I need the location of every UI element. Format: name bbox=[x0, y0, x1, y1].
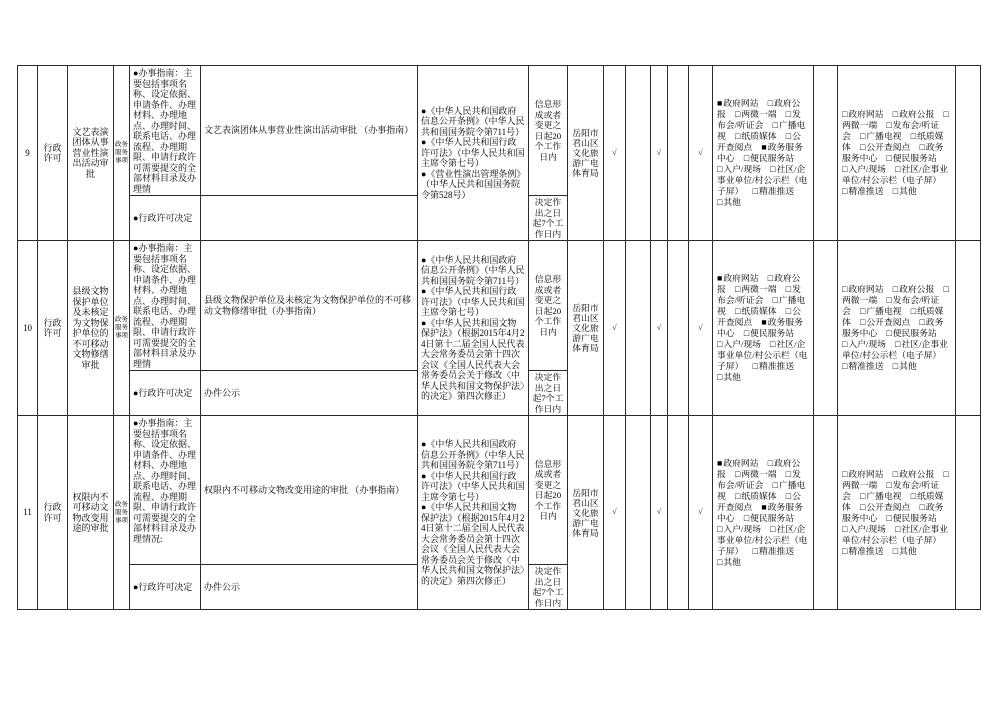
channel-option bbox=[842, 524, 886, 534]
channel-label: 政府公报 bbox=[899, 468, 935, 479]
channel-label: 入户/现场 bbox=[848, 523, 886, 534]
checkbox-unchecked-icon: □ bbox=[892, 284, 899, 294]
spacer-cell bbox=[956, 416, 981, 610]
channel-label: 精准推送 bbox=[848, 186, 884, 196]
checkbox-unchecked-icon: □ bbox=[892, 468, 899, 479]
checkbox-unchecked-icon: □ bbox=[919, 317, 925, 327]
table-row bbox=[18, 416, 981, 565]
spacer-cell bbox=[814, 241, 838, 416]
channel-label: 精准推送 bbox=[848, 361, 884, 371]
table-row bbox=[18, 241, 981, 371]
channel-option bbox=[744, 513, 794, 523]
content-decision-cell: 办件公示 bbox=[201, 565, 418, 610]
checkbox-unchecked-icon: □ bbox=[910, 306, 917, 316]
time-decision-cell: 决定作出之日起7个工作日内 bbox=[529, 371, 568, 416]
checkbox-unchecked-icon: □ bbox=[785, 490, 792, 501]
channel-label: 发布会/听证会 bbox=[717, 109, 801, 130]
channel-label: 入户/现场 bbox=[723, 523, 761, 534]
guide-main-cell: ●办事指南：主要包括事项名称、设定依据、申请条件、办理材料、办理地点、办理时间、联系电话、办理流程、办理期限、申请行政许可需要提交的全部材料目录及办理情 bbox=[130, 66, 201, 196]
channel-option bbox=[860, 491, 902, 501]
channel-label: 入户/现场 bbox=[848, 164, 886, 174]
time-main-cell: 信息形成或者变更之日起20个工作日内 bbox=[529, 66, 568, 196]
channel-option bbox=[717, 339, 761, 349]
channel-option bbox=[717, 197, 741, 207]
channel-option bbox=[842, 164, 886, 174]
checkbox-unchecked-icon: □ bbox=[735, 109, 741, 119]
table-body bbox=[18, 66, 981, 610]
checkbox-unchecked-icon: □ bbox=[886, 295, 892, 305]
category-cell: 行政许可 bbox=[38, 241, 68, 416]
channel-label: 便民服务站 bbox=[750, 328, 795, 338]
checkbox-checked-icon: ■ bbox=[717, 457, 723, 468]
checkbox-unchecked-icon: □ bbox=[886, 512, 892, 523]
checkbox-unchecked-icon: □ bbox=[842, 523, 848, 534]
checkbox-unchecked-icon: □ bbox=[886, 328, 892, 338]
channel-label: 纸质媒体 bbox=[842, 306, 944, 327]
category-cell: 行政许可 bbox=[38, 66, 68, 241]
channel-option bbox=[893, 469, 935, 479]
basis-entry: ●《中华人民共和国文物保护法》（根据2015年4月24日第十二届全国人民代表大会常务委员会第十四次会议《全国人民代表大会常务委员会关于修改〈中华人民共和国文物保护法〉的决定》第四次修正） bbox=[421, 317, 525, 401]
channel-label: 政府网站 bbox=[848, 468, 884, 479]
checkbox-unchecked-icon: □ bbox=[943, 109, 949, 119]
mark-cell: √ bbox=[604, 66, 626, 241]
channel-option bbox=[744, 328, 794, 338]
row-number: 11 bbox=[18, 416, 38, 610]
channel-label: 入户/现场 bbox=[723, 164, 761, 174]
channel-label: 社区/企事业单位/村公示栏（电子屏） bbox=[842, 339, 948, 360]
item-name-cell: 权限内不可移动文物改变用途的审批 bbox=[68, 416, 114, 610]
checkbox-unchecked-icon: □ bbox=[892, 545, 899, 556]
checkbox-unchecked-icon: □ bbox=[842, 361, 848, 371]
channel-label: 便民服务站 bbox=[892, 328, 937, 338]
channels-primary-cell bbox=[713, 66, 814, 241]
basis-entry: ●《中华人民共和国行政许可法》（中华人民共和国主席令第七号） bbox=[421, 137, 525, 169]
guide-decision-cell: ●行政许可决定 bbox=[130, 196, 201, 241]
channels-secondary-cell bbox=[838, 416, 956, 610]
mark-cell: √ bbox=[689, 66, 713, 241]
checkbox-unchecked-icon: □ bbox=[919, 142, 925, 152]
channel-label: 公开查阅点 bbox=[866, 501, 911, 512]
channel-label: 广播电视 bbox=[866, 131, 902, 141]
channel-label: 精准推送 bbox=[758, 545, 795, 556]
channel-option bbox=[842, 361, 884, 371]
checkbox-unchecked-icon: □ bbox=[717, 523, 723, 534]
channel-label: 广播电视 bbox=[866, 306, 902, 316]
channel-label: 其他 bbox=[899, 186, 917, 196]
channel-label: 其他 bbox=[723, 197, 741, 207]
spacer-cell bbox=[814, 416, 838, 610]
channel-label: 发布会/听证会 bbox=[717, 468, 801, 490]
checkbox-unchecked-icon: □ bbox=[910, 490, 917, 501]
channel-option bbox=[893, 361, 917, 371]
channel-label: 社区/企事业单位/村公示栏（电子屏） bbox=[842, 523, 948, 545]
table-row bbox=[18, 66, 981, 196]
channel-label: 两微一端 bbox=[842, 295, 878, 305]
channels-secondary-cell bbox=[838, 66, 956, 241]
channel-label: 广播电视 bbox=[717, 120, 806, 141]
checkbox-unchecked-icon: □ bbox=[772, 120, 778, 130]
item-name-cell: 县级文物保护单位及未核定为文物保护单位的不可移动文物修缮审批 bbox=[68, 241, 114, 416]
time-main-cell: 信息形成或者变更之日起20个工作日内 bbox=[529, 416, 568, 565]
spacer-cell bbox=[956, 66, 981, 241]
mark-cell: √ bbox=[689, 241, 713, 416]
category-cell: 行政许可 bbox=[38, 416, 68, 610]
channel-option bbox=[717, 372, 741, 382]
channel-option bbox=[735, 109, 777, 119]
basis-entry: ●《中华人民共和国政府信息公开条例》（中华人民共和国国务院令第711号） bbox=[421, 105, 525, 137]
channel-option bbox=[717, 557, 741, 567]
checkbox-unchecked-icon: □ bbox=[892, 109, 899, 119]
checkbox-unchecked-icon: □ bbox=[919, 501, 925, 512]
time-decision-cell: 决定作出之日起7个工作日内 bbox=[529, 565, 568, 610]
channel-option bbox=[753, 546, 795, 556]
checkbox-unchecked-icon: □ bbox=[717, 197, 723, 207]
checkbox-unchecked-icon: □ bbox=[785, 468, 792, 479]
channel-label: 公开查阅点 bbox=[717, 131, 801, 152]
channel-option bbox=[893, 109, 935, 119]
channel-option bbox=[735, 469, 777, 479]
item-type-cell: 政务服务事项 bbox=[114, 241, 130, 416]
channel-label: 纸质媒体 bbox=[741, 490, 777, 501]
guide-main-cell: ●办事指南：主要包括事项名称、设定依据、申请条件、办理材料、办理地点、办理时间、联系电话、办理流程、办理期限、申请行政许可需要提交的全部材料目录及办理情 bbox=[130, 241, 201, 371]
channel-label: 政府公报 bbox=[717, 98, 801, 119]
channel-label: 政府网站 bbox=[848, 284, 884, 294]
channel-label: 入户/现场 bbox=[848, 339, 886, 349]
channel-option bbox=[893, 186, 917, 196]
checkbox-unchecked-icon: □ bbox=[767, 98, 774, 108]
checkbox-unchecked-icon: □ bbox=[886, 479, 892, 490]
checkbox-unchecked-icon: □ bbox=[735, 306, 741, 316]
channel-option bbox=[886, 328, 936, 338]
channel-label: 政府网站 bbox=[723, 273, 759, 283]
agency-cell: 岳阳市君山区文化旅游广电体育局 bbox=[568, 416, 604, 610]
channel-label: 广播电视 bbox=[866, 490, 902, 501]
checkbox-unchecked-icon: □ bbox=[860, 317, 866, 327]
checkbox-unchecked-icon: □ bbox=[770, 339, 776, 349]
channel-option bbox=[842, 186, 884, 196]
channel-label: 纸质媒体 bbox=[741, 306, 777, 316]
checkbox-unchecked-icon: □ bbox=[717, 164, 723, 174]
agency-cell: 岳阳市君山区文化旅游广电体育局 bbox=[568, 241, 604, 416]
checkbox-checked-icon: ■ bbox=[761, 142, 767, 152]
content-decision-cell bbox=[201, 196, 418, 241]
channel-option bbox=[860, 131, 902, 141]
content-main-cell: 权限内不可移动文物改变用途的审批 （办事指南） bbox=[201, 416, 418, 565]
channel-label: 纸质媒体 bbox=[741, 131, 777, 141]
mark-cell: √ bbox=[604, 416, 626, 610]
checkbox-unchecked-icon: □ bbox=[785, 109, 792, 119]
basis-cell bbox=[418, 416, 529, 610]
mark-cell bbox=[668, 241, 689, 416]
channel-label: 政务服务中心 bbox=[717, 501, 803, 523]
checkbox-unchecked-icon: □ bbox=[785, 306, 792, 316]
checkbox-unchecked-icon: □ bbox=[772, 295, 778, 305]
mark-cell bbox=[668, 416, 689, 610]
checkbox-unchecked-icon: □ bbox=[895, 164, 901, 174]
channel-option bbox=[860, 306, 902, 316]
channel-option bbox=[842, 284, 884, 294]
channel-option bbox=[860, 142, 910, 152]
checkbox-checked-icon: ■ bbox=[717, 98, 723, 108]
item-type-cell: 政务服务事项 bbox=[114, 66, 130, 241]
checkbox-unchecked-icon: □ bbox=[743, 512, 750, 523]
channel-option bbox=[753, 361, 795, 371]
mark-cell bbox=[626, 416, 651, 610]
basis-cell bbox=[418, 241, 529, 416]
checkbox-unchecked-icon: □ bbox=[842, 186, 848, 196]
checkbox-unchecked-icon: □ bbox=[743, 328, 750, 338]
channel-label: 政府网站 bbox=[723, 457, 759, 468]
checkbox-unchecked-icon: □ bbox=[842, 109, 848, 119]
spacer-cell bbox=[956, 241, 981, 416]
channel-label: 广播电视 bbox=[717, 479, 806, 501]
channel-label: 精准推送 bbox=[848, 545, 884, 556]
checkbox-unchecked-icon: □ bbox=[910, 131, 917, 141]
channel-label: 政府公报 bbox=[899, 284, 935, 294]
checkbox-unchecked-icon: □ bbox=[735, 468, 741, 479]
checkbox-unchecked-icon: □ bbox=[842, 164, 848, 174]
basis-entry: ●《中华人民共和国行政许可法》（中华人民共和国主席令第七号） bbox=[421, 286, 525, 317]
channel-label: 发布会/听证会 bbox=[842, 120, 940, 141]
guide-decision-cell: ●行政许可决定 bbox=[130, 371, 201, 416]
channel-label: 两微一端 bbox=[741, 468, 777, 479]
channel-option bbox=[753, 186, 795, 196]
channels-secondary-cell bbox=[838, 241, 956, 416]
channel-label: 便民服务站 bbox=[892, 153, 937, 163]
checkbox-unchecked-icon: □ bbox=[767, 457, 774, 468]
channel-option bbox=[842, 109, 884, 119]
basis-entry: ●《中华人民共和国文物保护法》（根据2015年4月24日第十二届全国人民代表大会常务委员会第十四次会议《全国人民代表大会常务委员会关于修改〈中华人民共和国文物保护法〉的决定》第四次修正） bbox=[421, 502, 525, 586]
checkbox-unchecked-icon: □ bbox=[895, 523, 901, 534]
channel-label: 政府网站 bbox=[723, 98, 759, 108]
channel-option bbox=[717, 524, 761, 534]
mark-cell: √ bbox=[651, 66, 668, 241]
channel-option bbox=[744, 153, 794, 163]
channel-option bbox=[842, 339, 886, 349]
channel-label: 政务服务中心 bbox=[717, 317, 803, 338]
channel-option bbox=[860, 502, 910, 512]
checkbox-unchecked-icon: □ bbox=[735, 131, 741, 141]
checkbox-unchecked-icon: □ bbox=[892, 186, 899, 196]
channel-label: 两微一端 bbox=[842, 479, 878, 490]
item-name-cell: 文艺表演团体从事营业性演出活动审批 bbox=[68, 66, 114, 241]
channel-label: 其他 bbox=[899, 361, 917, 371]
spacer-cell bbox=[814, 66, 838, 241]
checkbox-unchecked-icon: □ bbox=[860, 131, 866, 141]
channel-label: 两微一端 bbox=[842, 120, 878, 130]
time-decision-cell: 决定作出之日起7个工作日内 bbox=[529, 196, 568, 241]
checkbox-unchecked-icon: □ bbox=[717, 372, 723, 382]
checkbox-unchecked-icon: □ bbox=[860, 306, 866, 316]
content-main-cell: 县级文物保护单位及未核定为文物保护单位的不可移动文物修缮审批（办事指南） bbox=[201, 241, 418, 371]
channel-option bbox=[735, 306, 777, 316]
channel-label: 政务服务中心 bbox=[717, 142, 803, 163]
channel-option bbox=[886, 153, 936, 163]
checkbox-unchecked-icon: □ bbox=[943, 468, 949, 479]
checkbox-unchecked-icon: □ bbox=[743, 153, 750, 163]
checkbox-unchecked-icon: □ bbox=[842, 468, 848, 479]
channel-label: 便民服务站 bbox=[750, 153, 795, 163]
checkbox-unchecked-icon: □ bbox=[842, 545, 848, 556]
mark-cell bbox=[626, 241, 651, 416]
channel-option bbox=[842, 469, 884, 479]
checkbox-unchecked-icon: □ bbox=[767, 273, 774, 283]
channels-primary-cell bbox=[713, 416, 814, 610]
checkbox-unchecked-icon: □ bbox=[860, 501, 866, 512]
agency-cell: 岳阳市君山区文化旅游广电体育局 bbox=[568, 66, 604, 241]
checkbox-unchecked-icon: □ bbox=[717, 556, 723, 567]
channel-label: 政务服务中心 bbox=[842, 501, 944, 523]
channel-label: 便民服务站 bbox=[892, 512, 937, 523]
channel-label: 纸质媒体 bbox=[842, 490, 944, 512]
channel-option bbox=[886, 513, 936, 523]
channel-label: 公开查阅点 bbox=[866, 142, 911, 152]
row-number: 9 bbox=[18, 66, 38, 241]
checkbox-unchecked-icon: □ bbox=[943, 284, 949, 294]
channel-option bbox=[842, 546, 884, 556]
channel-label: 政府公报 bbox=[717, 273, 801, 294]
checkbox-unchecked-icon: □ bbox=[752, 361, 758, 371]
mark-cell bbox=[626, 66, 651, 241]
checkbox-unchecked-icon: □ bbox=[842, 339, 848, 349]
channel-label: 社区/企事业单位/村公示栏（电子屏） bbox=[717, 523, 808, 556]
guide-main-cell: ●办事指南：主要包括事项名称、设定依据、申请条件、办理材料、办理地点、办理时间、联系电话、办理流程、办理期限、申请行政许可需要提交的全部材料目录及办理情况: bbox=[130, 416, 201, 565]
guide-decision-cell: ●行政许可决定 bbox=[130, 565, 201, 610]
channel-label: 政府网站 bbox=[848, 109, 884, 119]
channel-label: 广播电视 bbox=[717, 295, 806, 316]
channel-label: 精准推送 bbox=[758, 186, 795, 196]
checkbox-unchecked-icon: □ bbox=[770, 164, 776, 174]
item-type-cell: 政务服务事项 bbox=[114, 416, 130, 610]
mark-cell: √ bbox=[651, 416, 668, 610]
row-number: 10 bbox=[18, 241, 38, 416]
checkbox-checked-icon: ■ bbox=[717, 273, 723, 283]
channel-label: 社区/企事业单位/村公示栏（电子屏） bbox=[717, 164, 808, 196]
channel-label: 精准推送 bbox=[758, 361, 795, 371]
checkbox-unchecked-icon: □ bbox=[785, 284, 792, 294]
channel-label: 入户/现场 bbox=[723, 339, 761, 349]
channel-label: 两微一端 bbox=[741, 284, 777, 294]
basis-entry: ●《营业性演出管理条例》（中华人民共和国国务院令第528号） bbox=[421, 168, 521, 200]
channel-label: 政府公报 bbox=[717, 457, 801, 479]
content-main-cell: 文艺表演团体从事营业性演出活动审批 （办事指南） bbox=[201, 66, 418, 196]
checkbox-unchecked-icon: □ bbox=[860, 142, 866, 152]
checkbox-unchecked-icon: □ bbox=[842, 284, 848, 294]
checkbox-unchecked-icon: □ bbox=[892, 361, 899, 371]
channel-label: 社区/企事业单位/村公示栏（电子屏） bbox=[842, 164, 948, 185]
checkbox-unchecked-icon: □ bbox=[785, 131, 792, 141]
content-decision-cell: 办件公示 bbox=[201, 371, 418, 416]
channel-option bbox=[717, 458, 759, 468]
channel-label: 其他 bbox=[723, 372, 741, 382]
channel-label: 两微一端 bbox=[741, 109, 777, 119]
basis-entry: ●《中华人民共和国政府信息公开条例》（中华人民共和国国务院令第711号） bbox=[421, 439, 525, 470]
channel-label: 政务服务中心 bbox=[842, 142, 944, 163]
channels-primary-cell bbox=[713, 241, 814, 416]
channel-label: 便民服务站 bbox=[750, 512, 795, 523]
channel-option bbox=[860, 317, 910, 327]
channel-label: 公开查阅点 bbox=[717, 490, 801, 512]
basis-entry: ●《中华人民共和国政府信息公开条例》（中华人民共和国国务院令第711号） bbox=[421, 254, 525, 286]
mark-cell bbox=[668, 66, 689, 241]
channel-option bbox=[717, 273, 759, 283]
channel-label: 政务服务中心 bbox=[842, 317, 944, 338]
channel-label: 公开查阅点 bbox=[866, 317, 911, 327]
mark-cell: √ bbox=[604, 241, 626, 416]
time-main-cell: 信息形成或者变更之日起20个工作日内 bbox=[529, 241, 568, 371]
checkbox-unchecked-icon: □ bbox=[886, 153, 892, 163]
checkbox-unchecked-icon: □ bbox=[770, 523, 776, 534]
channel-option bbox=[735, 284, 777, 294]
checkbox-unchecked-icon: □ bbox=[752, 545, 758, 556]
checkbox-unchecked-icon: □ bbox=[735, 490, 741, 501]
channel-label: 纸质媒体 bbox=[842, 131, 944, 152]
checkbox-unchecked-icon: □ bbox=[717, 339, 723, 349]
channel-option bbox=[717, 98, 759, 108]
basis-entry: ●《中华人民共和国行政许可法》（中华人民共和国主席令第七号） bbox=[421, 470, 525, 502]
checkbox-unchecked-icon: □ bbox=[895, 339, 901, 349]
channel-label: 发布会/听证会 bbox=[842, 479, 940, 501]
channel-option bbox=[893, 546, 917, 556]
checkbox-unchecked-icon: □ bbox=[860, 490, 866, 501]
channel-label: 政府公报 bbox=[899, 109, 935, 119]
channel-option bbox=[735, 131, 777, 141]
checkbox-unchecked-icon: □ bbox=[735, 284, 741, 294]
channel-label: 社区/企事业单位/村公示栏（电子屏） bbox=[717, 339, 808, 371]
channel-option bbox=[717, 164, 761, 174]
channel-label: 其他 bbox=[899, 545, 917, 556]
checkbox-unchecked-icon: □ bbox=[886, 120, 892, 130]
checkbox-checked-icon: ■ bbox=[761, 317, 767, 327]
channel-option bbox=[893, 284, 935, 294]
channel-label: 其他 bbox=[723, 556, 741, 567]
disclosure-table bbox=[17, 65, 981, 610]
channel-label: 公开查阅点 bbox=[717, 306, 801, 327]
channel-label: 发布会/听证会 bbox=[842, 295, 940, 316]
mark-cell: √ bbox=[651, 241, 668, 416]
checkbox-checked-icon: ■ bbox=[761, 501, 767, 512]
basis-cell bbox=[418, 66, 529, 241]
mark-cell: √ bbox=[689, 416, 713, 610]
channel-label: 发布会/听证会 bbox=[717, 284, 801, 305]
checkbox-unchecked-icon: □ bbox=[772, 479, 778, 490]
channel-option bbox=[735, 491, 777, 501]
checkbox-unchecked-icon: □ bbox=[752, 186, 758, 196]
